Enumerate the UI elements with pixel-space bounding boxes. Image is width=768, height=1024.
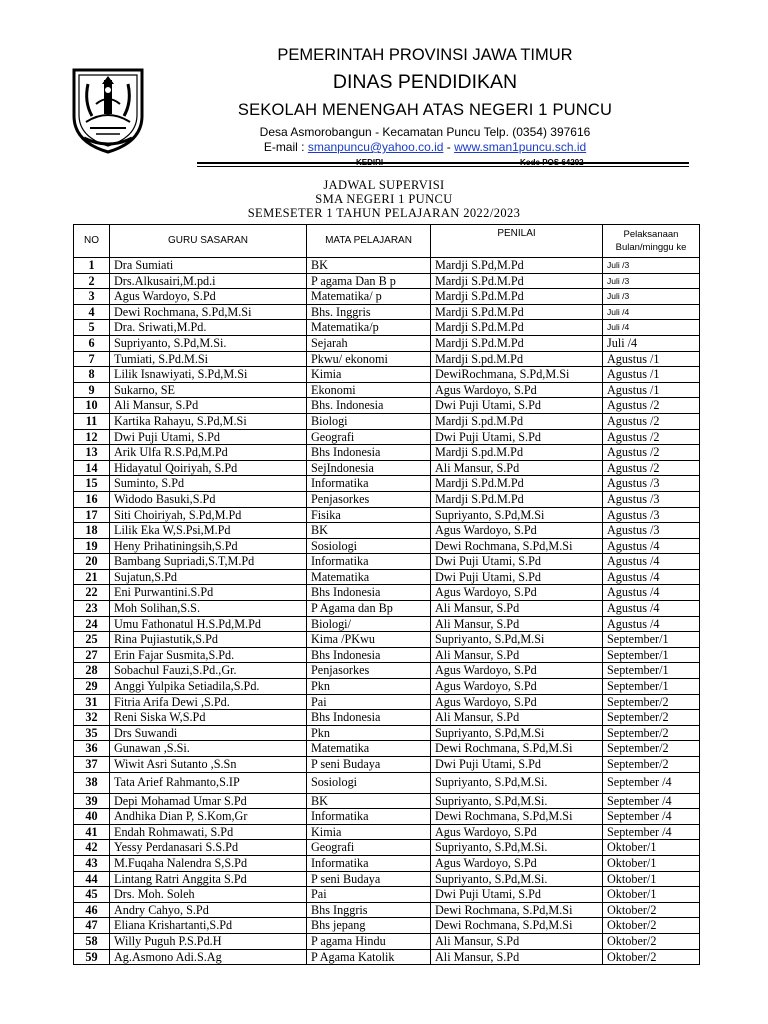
cell-pelaksanaan: September/2 bbox=[603, 741, 700, 757]
table-row bbox=[74, 273, 700, 289]
cell-pelaksanaan: September /4 bbox=[603, 793, 700, 809]
cell-no: 58 bbox=[74, 933, 110, 949]
cell-no: 4 bbox=[74, 304, 110, 320]
cell-no: 1 bbox=[74, 258, 110, 274]
cell-pelaksanaan: Agustus /3 bbox=[603, 476, 700, 492]
table-row bbox=[74, 933, 700, 949]
document-title bbox=[0, 178, 768, 220]
table-row bbox=[74, 647, 700, 663]
government-name: PEMERINTAH PROVINSI JAWA TIMUR bbox=[277, 46, 573, 64]
cell-guru-sasaran: Ag.Asmono Adi.S.Ag bbox=[110, 949, 307, 965]
cell-pelaksanaan: September/2 bbox=[603, 757, 700, 773]
east-java-emblem-icon bbox=[66, 64, 150, 156]
cell-penilai: Supriyanto, S.Pd,M.Si bbox=[431, 632, 603, 648]
cell-no: 41 bbox=[74, 824, 110, 840]
cell-mata-pelajaran: Biologi/ bbox=[307, 616, 431, 632]
cell-pelaksanaan: Agustus /4 bbox=[603, 538, 700, 554]
table-row bbox=[74, 569, 700, 585]
cell-guru-sasaran: Tumiati, S.Pd.M.Si bbox=[110, 351, 307, 367]
cell-pelaksanaan: Juli /3 bbox=[603, 273, 700, 289]
cell-pelaksanaan: Agustus /4 bbox=[603, 601, 700, 617]
letterhead bbox=[160, 44, 690, 168]
table-row bbox=[74, 351, 700, 367]
cell-pelaksanaan: Agustus /3 bbox=[603, 507, 700, 523]
cell-guru-sasaran: Widodo Basuki,S.Pd bbox=[110, 491, 307, 507]
cell-pelaksanaan: Juli /4 bbox=[603, 304, 700, 320]
cell-mata-pelajaran: Geografi bbox=[307, 840, 431, 856]
cell-mata-pelajaran: BK bbox=[307, 523, 431, 539]
cell-mata-pelajaran: Pai bbox=[307, 694, 431, 710]
table-row bbox=[74, 809, 700, 825]
cell-guru-sasaran: Andhika Dian P, S.Kom,Gr bbox=[110, 809, 307, 825]
cell-mata-pelajaran: Informatika bbox=[307, 855, 431, 871]
cell-no: 32 bbox=[74, 710, 110, 726]
cell-guru-sasaran: Wiwit Asri Sutanto ,S.Sn bbox=[110, 757, 307, 773]
table-row bbox=[74, 871, 700, 887]
table-row bbox=[74, 585, 700, 601]
cell-no: 40 bbox=[74, 809, 110, 825]
cell-no: 23 bbox=[74, 601, 110, 617]
cell-pelaksanaan: September/2 bbox=[603, 694, 700, 710]
cell-guru-sasaran: Rina Pujiastutik,S.Pd bbox=[110, 632, 307, 648]
cell-guru-sasaran: Sobachul Fauzi,S.Pd.,Gr. bbox=[110, 663, 307, 679]
table-row bbox=[74, 824, 700, 840]
cell-mata-pelajaran: Fisika bbox=[307, 507, 431, 523]
cell-guru-sasaran: Ali Mansur, S.Pd bbox=[110, 398, 307, 414]
cell-guru-sasaran: Dra. Sriwati,M.Pd. bbox=[110, 320, 307, 336]
cell-guru-sasaran: Lilik Isnawiyati, S.Pd,M.Si bbox=[110, 367, 307, 383]
cell-penilai: Supriyanto, S.Pd,M.Si bbox=[431, 725, 603, 741]
header-no: NO bbox=[74, 225, 110, 258]
cell-no: 5 bbox=[74, 320, 110, 336]
cell-no: 37 bbox=[74, 757, 110, 773]
cell-guru-sasaran: Yessy Perdanasari S.S.Pd bbox=[110, 840, 307, 856]
cell-guru-sasaran: Tata Arief Rahmanto,S.IP bbox=[110, 772, 307, 793]
cell-pelaksanaan: Juli /3 bbox=[603, 289, 700, 305]
cell-no: 17 bbox=[74, 507, 110, 523]
cell-pelaksanaan: Agustus /4 bbox=[603, 585, 700, 601]
cell-mata-pelajaran: Biologi bbox=[307, 413, 431, 429]
cell-pelaksanaan: Agustus /2 bbox=[603, 460, 700, 476]
cell-pelaksanaan: September/1 bbox=[603, 647, 700, 663]
table-row bbox=[74, 398, 700, 414]
cell-penilai: Agus Wardoyo, S.Pd bbox=[431, 523, 603, 539]
cell-penilai: Agus Wardoyo, S.Pd bbox=[431, 694, 603, 710]
cell-mata-pelajaran: Bhs Indonesia bbox=[307, 710, 431, 726]
cell-guru-sasaran: Eni Purwantini.S.Pd bbox=[110, 585, 307, 601]
cell-penilai: Supriyanto, S.Pd,M.Si. bbox=[431, 871, 603, 887]
cell-mata-pelajaran: Informatika bbox=[307, 476, 431, 492]
cell-no: 21 bbox=[74, 569, 110, 585]
cell-penilai: Mardji S.Pd.M.Pd bbox=[431, 476, 603, 492]
cell-guru-sasaran: Dra Sumiati bbox=[110, 258, 307, 274]
cell-mata-pelajaran: Pkn bbox=[307, 679, 431, 695]
title-line-1: JADWAL SUPERVISI bbox=[323, 178, 445, 192]
cell-pelaksanaan: Juli /3 bbox=[603, 258, 700, 274]
cell-no: 7 bbox=[74, 351, 110, 367]
table-row bbox=[74, 741, 700, 757]
table-row bbox=[74, 725, 700, 741]
cell-no: 10 bbox=[74, 398, 110, 414]
cell-penilai: Mardji S.Pd.M.Pd bbox=[431, 273, 603, 289]
cell-no: 9 bbox=[74, 382, 110, 398]
cell-pelaksanaan: Agustus /1 bbox=[603, 367, 700, 383]
cell-pelaksanaan: September /4 bbox=[603, 809, 700, 825]
cell-no: 44 bbox=[74, 871, 110, 887]
cell-guru-sasaran: Lintang Ratri Anggita S.Pd bbox=[110, 871, 307, 887]
cell-mata-pelajaran: P seni Budaya bbox=[307, 757, 431, 773]
cell-penilai: Mardji S.pd.M.Pd bbox=[431, 413, 603, 429]
cell-penilai: DewiRochmana, S.Pd,M.Si bbox=[431, 367, 603, 383]
table-row bbox=[74, 632, 700, 648]
header-penilai: PENILAI bbox=[431, 225, 603, 258]
cell-penilai: Supriyanto, S.Pd,M.Si. bbox=[431, 793, 603, 809]
table-row bbox=[74, 258, 700, 274]
cell-guru-sasaran: Gunawan ,S.Si. bbox=[110, 741, 307, 757]
table-row bbox=[74, 918, 700, 934]
cell-pelaksanaan: September/1 bbox=[603, 632, 700, 648]
cell-penilai: Mardji S.Pd.M.Pd bbox=[431, 335, 603, 351]
cell-guru-sasaran: Dwi Puji Utami, S.Pd bbox=[110, 429, 307, 445]
cell-no: 39 bbox=[74, 793, 110, 809]
cell-no: 3 bbox=[74, 289, 110, 305]
header-guru-sasaran: GURU SASARAN bbox=[110, 225, 307, 258]
cell-no: 14 bbox=[74, 460, 110, 476]
cell-no: 22 bbox=[74, 585, 110, 601]
cell-penilai: Dewi Rochmana, S.Pd,M.Si bbox=[431, 809, 603, 825]
cell-no: 12 bbox=[74, 429, 110, 445]
table-row bbox=[74, 382, 700, 398]
cell-no: 6 bbox=[74, 335, 110, 351]
contact-separator: - bbox=[443, 140, 455, 154]
cell-guru-sasaran: Endah Rohmawati, S.Pd bbox=[110, 824, 307, 840]
cell-mata-pelajaran: BK bbox=[307, 793, 431, 809]
cell-guru-sasaran: Willy Puguh P.S.Pd.H bbox=[110, 933, 307, 949]
cell-no: 27 bbox=[74, 647, 110, 663]
cell-mata-pelajaran: P Agama dan Bp bbox=[307, 601, 431, 617]
cell-mata-pelajaran: Kima /PKwu bbox=[307, 632, 431, 648]
cell-pelaksanaan: September /4 bbox=[603, 772, 700, 793]
cell-no: 35 bbox=[74, 725, 110, 741]
cell-penilai: Mardji S.pd.M.Pd bbox=[431, 351, 603, 367]
cell-guru-sasaran: Depi Mohamad Umar S.Pd bbox=[110, 793, 307, 809]
cell-pelaksanaan: Agustus /4 bbox=[603, 616, 700, 632]
cell-mata-pelajaran: Sejarah bbox=[307, 335, 431, 351]
cell-pelaksanaan: Agustus /3 bbox=[603, 491, 700, 507]
cell-no: 36 bbox=[74, 741, 110, 757]
cell-penilai: Ali Mansur, S.Pd bbox=[431, 460, 603, 476]
cell-guru-sasaran: Dewi Rochmana, S.Pd,M.Si bbox=[110, 304, 307, 320]
cell-guru-sasaran: Moh Solihan,S.S. bbox=[110, 601, 307, 617]
cell-no: 19 bbox=[74, 538, 110, 554]
cell-guru-sasaran: Supriyanto, S.Pd,M.Si. bbox=[110, 335, 307, 351]
cell-penilai: Dewi Rochmana, S.Pd,M.Si bbox=[431, 538, 603, 554]
header-pelaksanaan-line-1: Pelaksanaan bbox=[623, 229, 679, 240]
table-row bbox=[74, 601, 700, 617]
cell-penilai: Agus Wardoyo, S.Pd bbox=[431, 382, 603, 398]
table-row bbox=[74, 491, 700, 507]
cell-guru-sasaran: Bambang Supriadi,S.T,M.Pd bbox=[110, 554, 307, 570]
cell-mata-pelajaran: Informatika bbox=[307, 809, 431, 825]
cell-mata-pelajaran: Bhs. Indonesia bbox=[307, 398, 431, 414]
cell-pelaksanaan: Oktober/1 bbox=[603, 887, 700, 903]
cell-pelaksanaan: Juli /4 bbox=[603, 335, 700, 351]
department-name: DINAS PENDIDIKAN bbox=[332, 71, 518, 93]
table-row bbox=[74, 710, 700, 726]
cell-no: 46 bbox=[74, 902, 110, 918]
cell-pelaksanaan: Juli /4 bbox=[603, 320, 700, 336]
cell-pelaksanaan: Agustus /1 bbox=[603, 351, 700, 367]
cell-pelaksanaan: Agustus /2 bbox=[603, 429, 700, 445]
cell-penilai: Ali Mansur, S.Pd bbox=[431, 949, 603, 965]
email-link[interactable]: smanpuncu@yahoo.co.id bbox=[307, 140, 444, 154]
website-link[interactable]: www.sman1puncu.sch.id bbox=[454, 140, 587, 154]
letterhead-rule-thick bbox=[197, 162, 689, 164]
cell-pelaksanaan: Agustus /4 bbox=[603, 569, 700, 585]
cell-penilai: Dewi Rochmana, S.Pd,M.Si bbox=[431, 902, 603, 918]
cell-mata-pelajaran: SejIndonesia bbox=[307, 460, 431, 476]
cell-guru-sasaran: M.Fuqaha Nalendra S,S.Pd bbox=[110, 855, 307, 871]
email-label: E-mail : bbox=[263, 140, 308, 154]
cell-penilai: Supriyanto, S.Pd,M.Si. bbox=[431, 840, 603, 856]
letterhead-rule-thin bbox=[197, 166, 689, 167]
cell-mata-pelajaran: Pkwu/ ekonomi bbox=[307, 351, 431, 367]
cell-penilai: Mardji S.Pd.M.Pd bbox=[431, 320, 603, 336]
table-row bbox=[74, 289, 700, 305]
cell-no: 45 bbox=[74, 887, 110, 903]
table-row bbox=[74, 855, 700, 871]
cell-guru-sasaran: Kartika Rahayu, S.Pd,M.Si bbox=[110, 413, 307, 429]
table-row bbox=[74, 335, 700, 351]
supervision-schedule-table bbox=[73, 224, 700, 965]
cell-guru-sasaran: Heny Prihatiningsih,S.Pd bbox=[110, 538, 307, 554]
table-header-row bbox=[74, 225, 700, 258]
cell-mata-pelajaran: Matematika/p bbox=[307, 320, 431, 336]
cell-mata-pelajaran: Sosiologi bbox=[307, 538, 431, 554]
cell-mata-pelajaran: P agama Dan B p bbox=[307, 273, 431, 289]
cell-guru-sasaran: Suminto, S.Pd bbox=[110, 476, 307, 492]
cell-no: 13 bbox=[74, 445, 110, 461]
cell-pelaksanaan: Oktober/2 bbox=[603, 933, 700, 949]
cell-pelaksanaan: September/1 bbox=[603, 679, 700, 695]
cell-mata-pelajaran: Pkn bbox=[307, 725, 431, 741]
table-row bbox=[74, 663, 700, 679]
cell-penilai: Dwi Puji Utami, S.Pd bbox=[431, 757, 603, 773]
cell-penilai: Mardji S.Pd.M.Pd bbox=[431, 289, 603, 305]
cell-pelaksanaan: Oktober/2 bbox=[603, 949, 700, 965]
cell-mata-pelajaran: Bhs jepang bbox=[307, 918, 431, 934]
cell-mata-pelajaran: Penjasorkes bbox=[307, 491, 431, 507]
cell-pelaksanaan: Oktober/2 bbox=[603, 902, 700, 918]
cell-penilai: Mardji S.pd.M.Pd bbox=[431, 445, 603, 461]
cell-pelaksanaan: Agustus /4 bbox=[603, 554, 700, 570]
table-row bbox=[74, 460, 700, 476]
table-row bbox=[74, 902, 700, 918]
table-row bbox=[74, 538, 700, 554]
cell-mata-pelajaran: Bhs Indonesia bbox=[307, 585, 431, 601]
cell-penilai: Agus Wardoyo, S.Pd bbox=[431, 679, 603, 695]
cell-pelaksanaan: Agustus /1 bbox=[603, 382, 700, 398]
cell-penilai: Mardji S.Pd,M.Pd bbox=[431, 258, 603, 274]
table-row bbox=[74, 616, 700, 632]
cell-guru-sasaran: Eliana Krishartanti,S.Pd bbox=[110, 918, 307, 934]
table-row bbox=[74, 523, 700, 539]
cell-penilai: Agus Wardoyo, S.Pd bbox=[431, 585, 603, 601]
cell-mata-pelajaran: Informatika bbox=[307, 554, 431, 570]
cell-penilai: Ali Mansur, S.Pd bbox=[431, 647, 603, 663]
table-row bbox=[74, 445, 700, 461]
cell-mata-pelajaran: Kimia bbox=[307, 824, 431, 840]
table-row bbox=[74, 757, 700, 773]
cell-penilai: Ali Mansur, S.Pd bbox=[431, 710, 603, 726]
cell-penilai: Mardji S.Pd.M.Pd bbox=[431, 491, 603, 507]
cell-pelaksanaan: Oktober/1 bbox=[603, 840, 700, 856]
cell-guru-sasaran: Drs.Alkusairi,M.pd.i bbox=[110, 273, 307, 289]
cell-guru-sasaran: Arik Ulfa R.S.Pd,M.Pd bbox=[110, 445, 307, 461]
table-row bbox=[74, 793, 700, 809]
cell-mata-pelajaran: Penjasorkes bbox=[307, 663, 431, 679]
cell-pelaksanaan: Agustus /2 bbox=[603, 413, 700, 429]
table-row bbox=[74, 413, 700, 429]
cell-mata-pelajaran: Bhs Indonesia bbox=[307, 647, 431, 663]
cell-penilai: Agus Wardoyo, S.Pd bbox=[431, 663, 603, 679]
cell-mata-pelajaran: Pai bbox=[307, 887, 431, 903]
cell-pelaksanaan: Oktober/1 bbox=[603, 871, 700, 887]
cell-mata-pelajaran: P Agama Katolik bbox=[307, 949, 431, 965]
cell-mata-pelajaran: Ekonomi bbox=[307, 382, 431, 398]
cell-guru-sasaran: Andry Cahyo, S.Pd bbox=[110, 902, 307, 918]
cell-no: 43 bbox=[74, 855, 110, 871]
cell-pelaksanaan: September/1 bbox=[603, 663, 700, 679]
table-row bbox=[74, 840, 700, 856]
cell-no: 28 bbox=[74, 663, 110, 679]
cell-penilai: Dewi Rochmana, S.Pd,M.Si bbox=[431, 741, 603, 757]
cell-penilai: Agus Wardoyo, S.Pd bbox=[431, 824, 603, 840]
cell-no: 59 bbox=[74, 949, 110, 965]
table-row bbox=[74, 772, 700, 793]
header-mata-pelajaran: MATA PELAJARAN bbox=[307, 225, 431, 258]
cell-no: 16 bbox=[74, 491, 110, 507]
cell-penilai: Dwi Puji Utami, S.Pd bbox=[431, 429, 603, 445]
header-pelaksanaan-line-2: Bulan/minggu ke bbox=[615, 242, 687, 253]
cell-no: 42 bbox=[74, 840, 110, 856]
cell-guru-sasaran: Sujatun,S.Pd bbox=[110, 569, 307, 585]
cell-penilai: Dwi Puji Utami, S.Pd bbox=[431, 887, 603, 903]
table-row bbox=[74, 949, 700, 965]
cell-mata-pelajaran: Bhs. Inggris bbox=[307, 304, 431, 320]
table-row bbox=[74, 367, 700, 383]
cell-mata-pelajaran: BK bbox=[307, 258, 431, 274]
cell-mata-pelajaran: Bhs Indonesia bbox=[307, 445, 431, 461]
cell-pelaksanaan: Oktober/1 bbox=[603, 855, 700, 871]
cell-no: 25 bbox=[74, 632, 110, 648]
cell-no: 2 bbox=[74, 273, 110, 289]
cell-pelaksanaan: Agustus /3 bbox=[603, 523, 700, 539]
cell-no: 15 bbox=[74, 476, 110, 492]
contact-line bbox=[160, 140, 690, 156]
cell-penilai: Supriyanto, S.Pd,M.Si. bbox=[431, 772, 603, 793]
table-row bbox=[74, 694, 700, 710]
table-row bbox=[74, 507, 700, 523]
table-row bbox=[74, 679, 700, 695]
cell-no: 31 bbox=[74, 694, 110, 710]
cell-guru-sasaran: Anggi Yulpika Setiadila,S.Pd. bbox=[110, 679, 307, 695]
cell-penilai: Ali Mansur, S.Pd bbox=[431, 601, 603, 617]
cell-penilai: Agus Wardoyo, S.Pd bbox=[431, 855, 603, 871]
cell-guru-sasaran: Hidayatul Qoiriyah, S.Pd bbox=[110, 460, 307, 476]
cell-penilai: Dwi Puji Utami, S.Pd bbox=[431, 554, 603, 570]
cell-mata-pelajaran: Matematika bbox=[307, 569, 431, 585]
cell-pelaksanaan: September/2 bbox=[603, 725, 700, 741]
cell-no: 24 bbox=[74, 616, 110, 632]
table-body bbox=[74, 258, 700, 965]
title-line-2: SMA NEGERI 1 PUNCU bbox=[315, 192, 453, 206]
cell-pelaksanaan: Agustus /2 bbox=[603, 445, 700, 461]
cell-mata-pelajaran: Matematika/ p bbox=[307, 289, 431, 305]
cell-mata-pelajaran: Geografi bbox=[307, 429, 431, 445]
cell-pelaksanaan: September /4 bbox=[603, 824, 700, 840]
cell-no: 38 bbox=[74, 772, 110, 793]
cell-mata-pelajaran: Kimia bbox=[307, 367, 431, 383]
school-address: Desa Asmorobangun - Kecamatan Puncu Telp. (0354) 397616 bbox=[259, 125, 591, 139]
table-row bbox=[74, 476, 700, 492]
table-row bbox=[74, 429, 700, 445]
header-pelaksanaan bbox=[603, 225, 700, 258]
table-row bbox=[74, 320, 700, 336]
cell-penilai: Dwi Puji Utami, S.Pd bbox=[431, 569, 603, 585]
cell-mata-pelajaran: P seni Budaya bbox=[307, 871, 431, 887]
cell-mata-pelajaran: Bhs Inggris bbox=[307, 902, 431, 918]
cell-no: 29 bbox=[74, 679, 110, 695]
cell-mata-pelajaran: Sosiologi bbox=[307, 772, 431, 793]
cell-no: 47 bbox=[74, 918, 110, 934]
school-name: SEKOLAH MENENGAH ATAS NEGERI 1 PUNCU bbox=[237, 101, 613, 119]
cell-guru-sasaran: Reni Siska W,S.Pd bbox=[110, 710, 307, 726]
cell-guru-sasaran: Drs Suwandi bbox=[110, 725, 307, 741]
cell-guru-sasaran: Lilik Eka W,S.Psi,M.Pd bbox=[110, 523, 307, 539]
cell-no: 18 bbox=[74, 523, 110, 539]
cell-guru-sasaran: Drs. Moh. Soleh bbox=[110, 887, 307, 903]
cell-no: 11 bbox=[74, 413, 110, 429]
cell-mata-pelajaran: P agama Hindu bbox=[307, 933, 431, 949]
cell-penilai: Ali Mansur, S.Pd bbox=[431, 933, 603, 949]
title-line-3: SEMESETER 1 TAHUN PELAJARAN 2022/2023 bbox=[247, 206, 521, 220]
table-row bbox=[74, 554, 700, 570]
cell-penilai: Dwi Puji Utami, S.Pd bbox=[431, 398, 603, 414]
cell-pelaksanaan: Oktober/2 bbox=[603, 918, 700, 934]
cell-mata-pelajaran: Matematika bbox=[307, 741, 431, 757]
table-row bbox=[74, 304, 700, 320]
cell-pelaksanaan: September/2 bbox=[603, 710, 700, 726]
cell-no: 20 bbox=[74, 554, 110, 570]
cell-penilai: Supriyanto, S.Pd,M.Si bbox=[431, 507, 603, 523]
table-row bbox=[74, 887, 700, 903]
cell-penilai: Ali Mansur, S.Pd bbox=[431, 616, 603, 632]
cell-guru-sasaran: Erin Fajar Susmita,S.Pd. bbox=[110, 647, 307, 663]
cell-guru-sasaran: Umu Fathonatul H.S.Pd,M.Pd bbox=[110, 616, 307, 632]
cell-no: 8 bbox=[74, 367, 110, 383]
cell-pelaksanaan: Agustus /2 bbox=[603, 398, 700, 414]
cell-guru-sasaran: Agus Wardoyo, S.Pd bbox=[110, 289, 307, 305]
cell-penilai: Mardji S.Pd.M.Pd bbox=[431, 304, 603, 320]
cell-guru-sasaran: Sukarno, SE bbox=[110, 382, 307, 398]
cell-penilai: Dewi Rochmana, S.Pd,M.Si bbox=[431, 918, 603, 934]
cell-guru-sasaran: Siti Choiriyah, S.Pd,M.Pd bbox=[110, 507, 307, 523]
cell-guru-sasaran: Fitria Arifa Dewi ,S.Pd. bbox=[110, 694, 307, 710]
